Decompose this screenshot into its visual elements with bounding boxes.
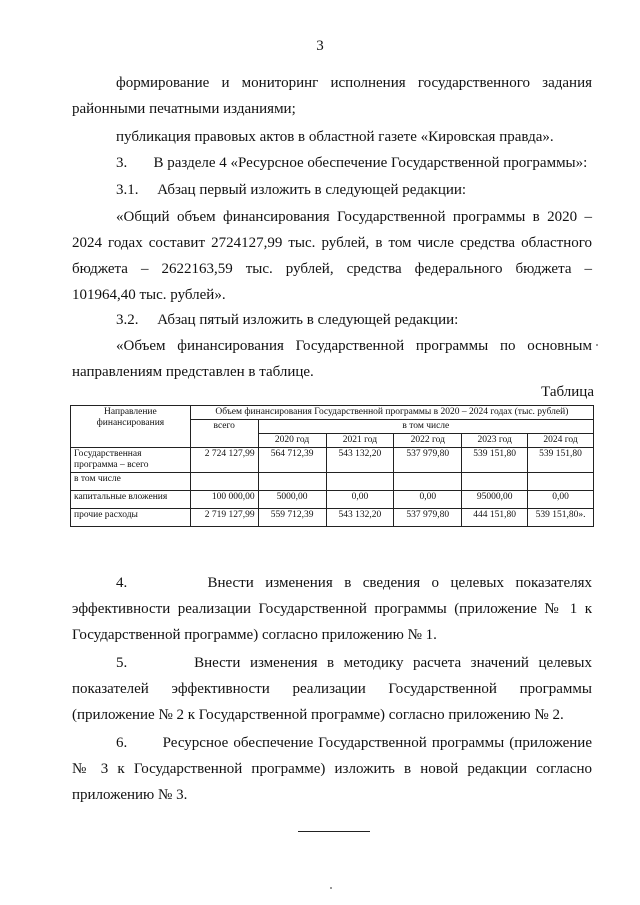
closing-separator-line: [298, 831, 370, 832]
cell-total: 100 000,00: [190, 491, 258, 509]
paragraph-line: эффективности реализации Государственной программы (приложение № 1 к: [72, 601, 592, 617]
table-row: [71, 448, 594, 473]
cell-value: 537 979,80: [394, 509, 462, 527]
cell-value: [462, 473, 528, 491]
paragraph-line: публикация правовых актов в областной газете «Кировская правда».: [116, 129, 554, 145]
paragraph-line: 5. Внести изменения в методику расчета значений целевых: [116, 655, 592, 671]
paragraph-line: приложению № 3.: [72, 787, 188, 803]
cell-value: [394, 473, 462, 491]
paragraph-line: Государственной программе) согласно приложению № 1.: [72, 627, 437, 643]
cell-value: 543 132,20: [326, 448, 394, 473]
cell-total: [190, 473, 258, 491]
scan-speck: [330, 887, 332, 889]
financing-table: [70, 405, 594, 527]
paragraph-line: 6. Ресурсное обеспечение Государственной программы (приложение: [116, 735, 592, 751]
paragraph-line: 3. В разделе 4 «Ресурсное обеспечение Государственной программы»:: [116, 155, 588, 171]
cell-total: 2 724 127,99: [190, 448, 258, 473]
paragraph-line: 101964,40 тыс. рублей».: [72, 287, 226, 303]
cell-value: 543 132,20: [326, 509, 394, 527]
header-including: в том числе: [258, 420, 593, 434]
table-row: [71, 509, 594, 527]
cell-value: 564 712,39: [258, 448, 326, 473]
paragraph-line: районными печатными изданиями;: [72, 101, 296, 117]
cell-value: 539 151,80: [528, 448, 594, 473]
cell-total: 2 719 127,99: [190, 509, 258, 527]
header-year: 2023 год: [462, 434, 528, 448]
cell-value: 444 151,80: [462, 509, 528, 527]
header-year: 2022 год: [394, 434, 462, 448]
paragraph-line: бюджета – 2622163,59 тыс. рублей, средства федерального бюджета –: [72, 261, 592, 277]
paragraph-line: направлениям представлен в таблице.: [72, 364, 314, 380]
cell-value: 539 151,80».: [528, 509, 594, 527]
cell-value: 537 979,80: [394, 448, 462, 473]
cell-value: [326, 473, 394, 491]
header-year: 2020 год: [258, 434, 326, 448]
page-number: 3: [316, 38, 324, 54]
table-caption: Таблица: [541, 384, 594, 400]
row-label: капитальные вложения: [71, 491, 191, 509]
header-total: всего: [190, 420, 258, 448]
cell-value: 0,00: [394, 491, 462, 509]
cell-value: 0,00: [326, 491, 394, 509]
paragraph-line: формирование и мониторинг исполнения государственного задания: [116, 75, 592, 91]
paragraph-line: 3.2. Абзац пятый изложить в следующей редакции:: [116, 312, 459, 328]
paragraph-line: 3.1. Абзац первый изложить в следующей редакции:: [116, 182, 467, 198]
paragraph-line: показателей эффективности реализации Государственной программы: [72, 681, 592, 697]
paragraph-line: 2024 годах составит 2724127,99 тыс. рублей, в том числе средства областного: [72, 235, 592, 251]
header-direction: Направление финансирования: [71, 406, 191, 448]
paragraph-line: № 3 к Государственной программе) изложить в новой редакции согласно: [72, 761, 592, 777]
cell-value: 5000,00: [258, 491, 326, 509]
cell-value: [258, 473, 326, 491]
cell-value: [528, 473, 594, 491]
cell-value: 559 712,39: [258, 509, 326, 527]
row-label: в том числе: [71, 473, 191, 491]
paragraph-line: «Объем финансирования Государственной программы по основным: [116, 338, 592, 354]
header-year: 2024 год: [528, 434, 594, 448]
cell-value: 0,00: [528, 491, 594, 509]
paragraph-line: «Общий объем финансирования Государственной программы в 2020 –: [116, 209, 592, 225]
cell-value: 95000,00: [462, 491, 528, 509]
paragraph-line: 4. Внести изменения в сведения о целевых показателях: [116, 575, 592, 591]
scan-speck: [596, 344, 598, 346]
header-year: 2021 год: [326, 434, 394, 448]
table-row: [71, 473, 594, 491]
header-volume: Объем финансирования Государственной программы в 2020 – 2024 годах (тыс. рублей): [190, 406, 593, 420]
paragraph-line: (приложение № 2 к Государственной программе) согласно приложению № 2.: [72, 707, 564, 723]
row-label: прочие расходы: [71, 509, 191, 527]
cell-value: 539 151,80: [462, 448, 528, 473]
row-label: Государственная программа – всего: [71, 448, 191, 473]
table-row: [71, 491, 594, 509]
